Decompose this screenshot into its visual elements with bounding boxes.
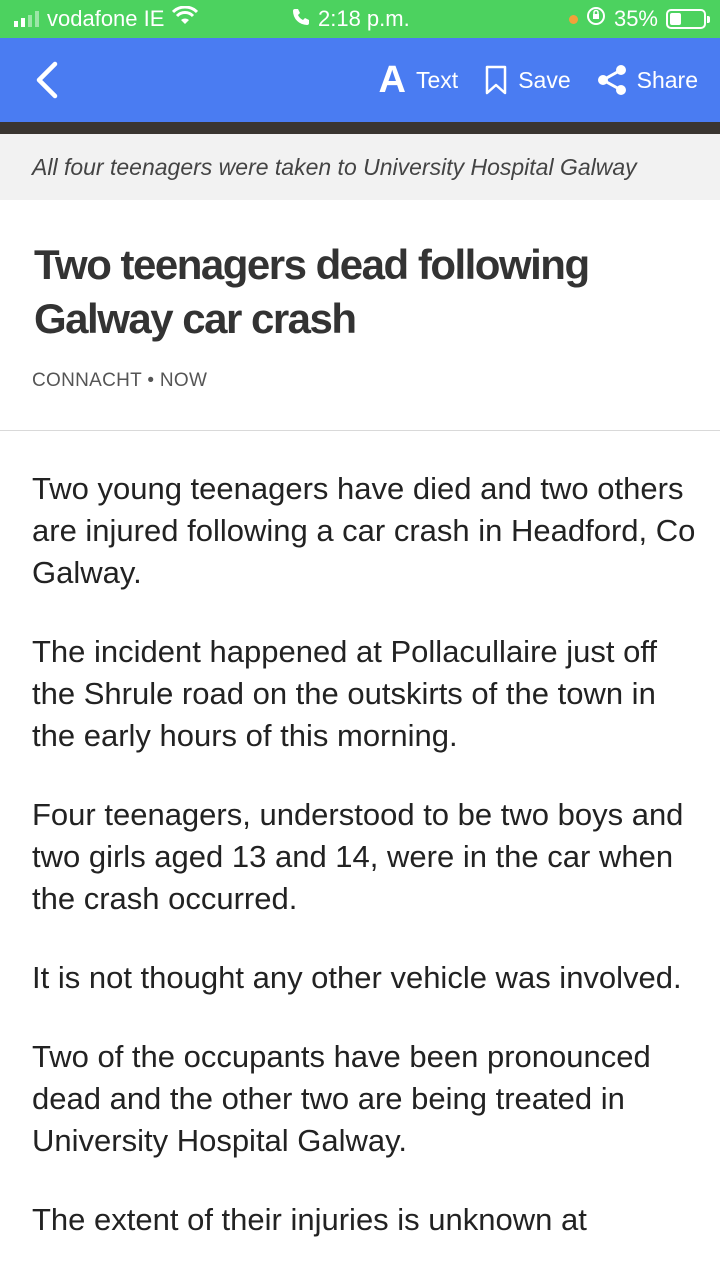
- phone-icon: [292, 6, 310, 32]
- back-button[interactable]: [22, 56, 70, 104]
- status-bar: [0, 0, 720, 38]
- save-label: Save: [518, 66, 571, 93]
- article-time: NOW: [159, 370, 208, 391]
- recording-dot-icon: [569, 15, 578, 24]
- status-right: [569, 0, 706, 38]
- wifi-icon: [172, 6, 198, 32]
- divider: [0, 430, 720, 431]
- article-paragraph: Two young teenagers have died and two others are injured following a car crash in Headford, Co Galway.: [32, 471, 696, 590]
- bookmark-icon: [484, 64, 508, 96]
- article-paragraph: It is not thought any other vehicle was involved.: [32, 960, 682, 995]
- battery-percent: 35%: [613, 6, 658, 31]
- toolbar-actions: [379, 38, 698, 122]
- status-left: [14, 0, 198, 38]
- text-size-label: Text: [416, 66, 459, 93]
- article-image: [0, 122, 720, 134]
- article-body: [32, 468, 700, 1278]
- clock-time: 2:18 p.m.: [318, 6, 410, 31]
- orientation-lock-icon: [586, 6, 606, 32]
- chevron-left-icon: [31, 60, 61, 100]
- image-caption: All four teenagers were taken to University Hospital Galway: [0, 134, 720, 200]
- text-size-button[interactable]: [379, 61, 459, 99]
- share-button[interactable]: [597, 64, 698, 96]
- save-button[interactable]: [484, 64, 570, 96]
- status-center: [292, 0, 410, 38]
- battery-icon: [666, 9, 706, 29]
- article-category: CONNACHT: [32, 370, 142, 391]
- carrier-name: vodafone IE: [47, 6, 165, 31]
- share-label: Share: [636, 66, 698, 93]
- signal-icon: [14, 11, 39, 27]
- article-meta: [32, 370, 207, 392]
- article-headline: Two teenagers dead following Galway car crash: [34, 241, 589, 342]
- article-paragraph: The incident happened at Pollacullaire just off the Shrule road on the outskirts of the town in the early hours of this morning.: [32, 634, 658, 753]
- article-paragraph: Four teenagers, understood to be two boys and two girls aged 13 and 14, were in the car when the crash occurred.: [32, 797, 684, 916]
- share-icon: [597, 64, 627, 96]
- article-paragraph: Two of the occupants have been pronounced dead and the other two are being treated in University Hospital Galway.: [32, 1039, 651, 1158]
- article-paragraph: The extent of their injuries is unknown at: [32, 1202, 587, 1237]
- text-size-icon: A: [378, 59, 406, 101]
- article-toolbar: [0, 38, 720, 122]
- battery-fill: [670, 13, 681, 25]
- meta-separator: •: [147, 370, 155, 391]
